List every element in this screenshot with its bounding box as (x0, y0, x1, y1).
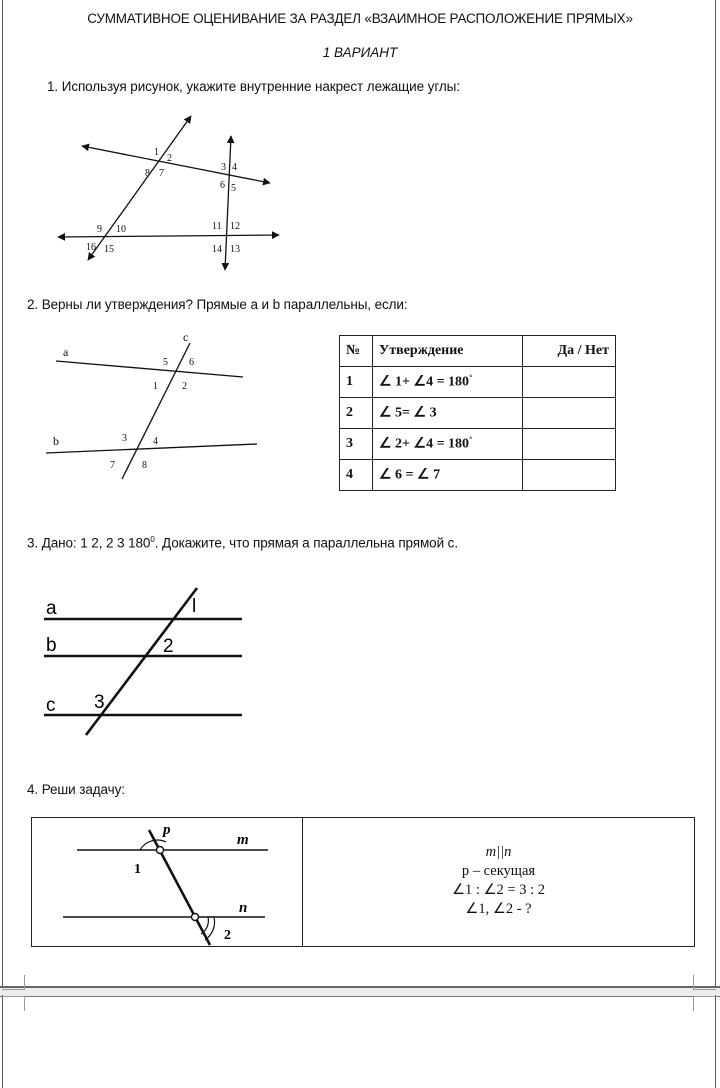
q3-label-b: b (46, 635, 57, 656)
row-statement: ∠ 1+ ∠4 = 180° (373, 367, 523, 398)
q1-angle-label: 10 (116, 224, 126, 235)
row-statement: ∠ 5= ∠ 3 (373, 398, 523, 429)
q2-label-b: b (53, 434, 59, 448)
q2-angle-label: 6 (189, 357, 194, 368)
q3-angle-label: 3 (94, 692, 105, 713)
given-block (303, 843, 694, 919)
q1-angle-label: 15 (104, 244, 114, 255)
q1-angle-label: 16 (86, 242, 96, 253)
q4-label-p: p (163, 822, 171, 838)
q2-angle-label: 5 (163, 357, 168, 368)
q3-label-c: c (46, 695, 56, 716)
q4-angle-2-label: 2 (224, 928, 231, 943)
q1-angle-label: 12 (230, 221, 240, 232)
q2-angle-label: 8 (142, 460, 147, 471)
given-line: p – секущая (461, 863, 536, 879)
q2-angle-label: 3 (122, 433, 127, 444)
q1-angle-label: 1 (154, 147, 159, 158)
q3-angle-label: 2 (163, 636, 174, 657)
col-header-answer: Да / Нет (523, 336, 616, 367)
q4-angle-1-label: 1 (134, 862, 141, 877)
question-2-text: 2. Верны ли утверждения? Прямые a и b параллельны, если: (27, 297, 408, 312)
q1-angle-label: 8 (145, 168, 150, 179)
q1-angle-label: 2 (167, 153, 172, 164)
col-header-number: № (340, 336, 373, 367)
q1-angle-label: 5 (231, 183, 236, 194)
row-number: 2 (340, 398, 373, 429)
row-statement: ∠ 6 = ∠ 7 (373, 460, 523, 491)
q2-label-c: c (183, 330, 189, 344)
q1-angle-label: 13 (230, 244, 240, 255)
q4-intersection-point (157, 847, 164, 854)
row-number: 3 (340, 429, 373, 460)
question-1-text: 1. Используя рисунок, укажите внутренние накрест лежащие углы: (47, 79, 460, 94)
row-statement: ∠ 2+ ∠4 = 180° (373, 429, 523, 460)
q2-angle-label: 7 (110, 460, 115, 471)
q1-angle-label: 6 (220, 180, 225, 191)
given-line: ∠1, ∠2 - ? (465, 901, 532, 917)
q3-label-a: a (46, 598, 57, 619)
q1-angle-label: 11 (212, 221, 222, 232)
col-header-statement: Утверждение (373, 336, 523, 367)
q2-angle-label: 2 (182, 381, 187, 392)
q1-angle-label: 4 (232, 162, 237, 173)
row-number: 1 (340, 367, 373, 398)
given-line: m||n (485, 844, 512, 860)
q2-label-a: a (63, 345, 69, 359)
q4-intersection-point (192, 914, 199, 921)
question-4-text: 4. Реши задачу: (27, 782, 125, 797)
question-3-text: 3. Дано: 1 2, 2 3 $180^0$. Докажите, что прямая а параллельна прямой с. (27, 535, 458, 551)
q2-angle-label: 4 (153, 436, 158, 447)
q3-angle-label: l (192, 596, 197, 617)
q1-angle-label: 7 (159, 168, 164, 179)
q2-angle-label: 1 (153, 381, 158, 392)
q4-label-m: m (237, 832, 249, 848)
q1-angle-label: 14 (212, 244, 222, 255)
q1-angle-label: 9 (97, 224, 102, 235)
document-title: СУММАТИВНОЕ ОЦЕНИВАНИЕ ЗА РАЗДЕЛ «ВЗАИМНОЕ РАСПОЛОЖЕНИЕ ПРЯМЫХ» (87, 11, 633, 26)
given-line: ∠1 : ∠2 = 3 : 2 (452, 882, 545, 898)
q1-angle-label: 3 (221, 162, 226, 173)
row-number: 4 (340, 460, 373, 491)
q4-label-n: n (239, 900, 248, 916)
variant-label: 1 ВАРИАНТ (322, 45, 398, 60)
